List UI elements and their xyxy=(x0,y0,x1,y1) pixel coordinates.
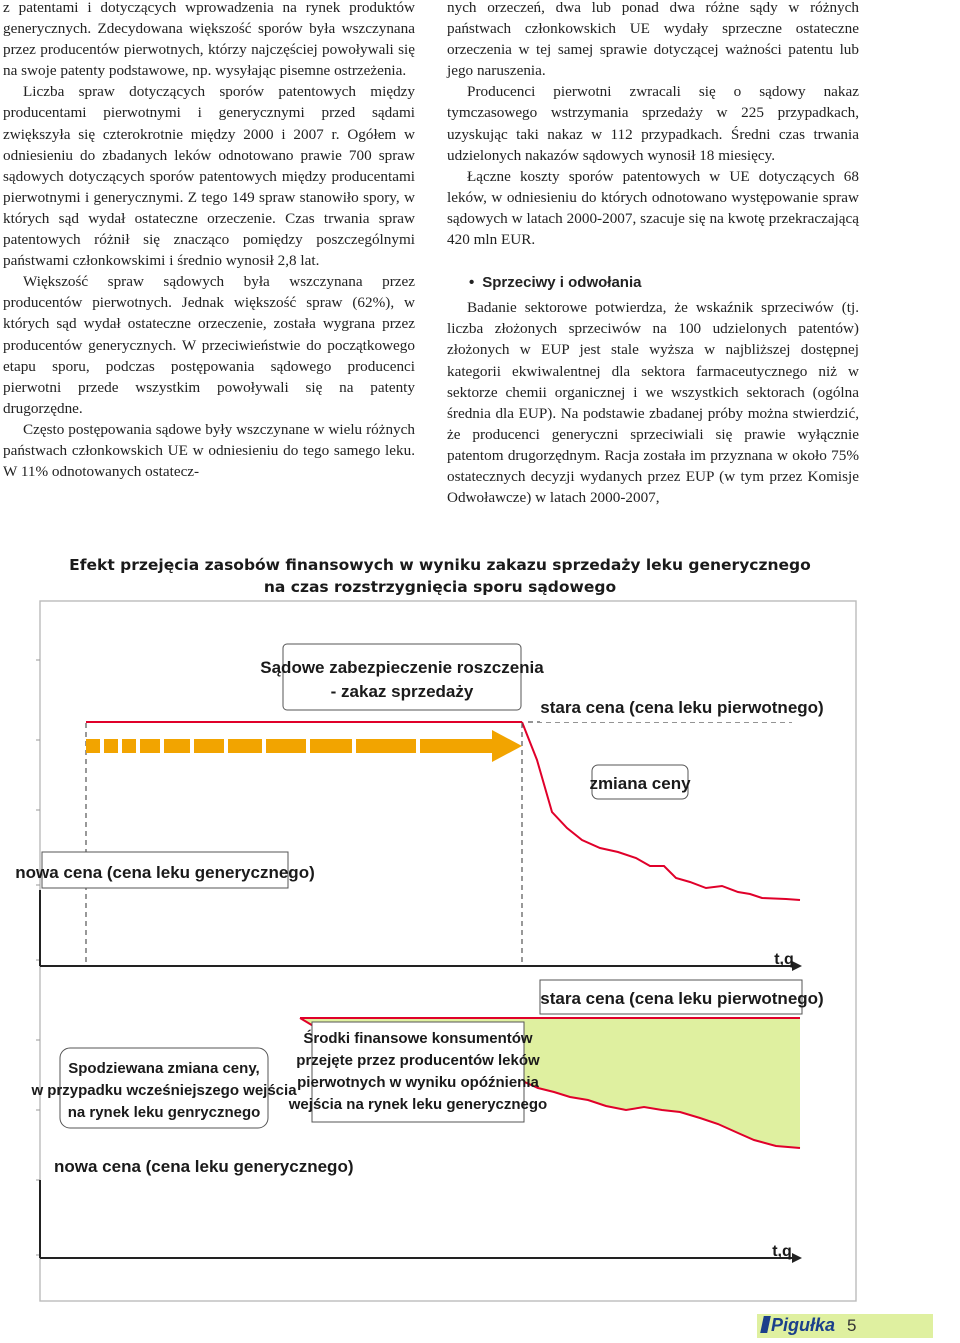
paragraph: Większość spraw sądowych była wszczynana przez producentów pierwotnych. Jednak większość spraw (62%), w których sąd wydał ostateczne orzeczenie, została wygrana przez producentów generycznych. W przeciwieństwie do początkowego etapu sporu, podczas postępowania sądowego producenci pierwotni przede wszystkim powoływali się na patenty drugorzędne. xyxy=(3,273,415,417)
paragraph: Liczba spraw dotyczących sporów patentowych między producentami pierwotnymi i generycznymi przed sądami zwiększyła się czterokrotnie między 2000 i 2007 r. Ogółem w odniesieniu do zbadanych leków odnotowano prawie 700 spraw sądowych dotyczących sporów patentowych między producentami pierwotnymi i generycznymi. Z tego 149 spraw stanowiło spory, w których sąd wydał ostateczne orzeczenie. Czas trwania spraw patentowych różnił się znacząco pomiędzy poszczególnymi państwami członkowskimi i średnio wynosił 2,8 lat. xyxy=(3,83,415,270)
bottom-x-axis-arrow xyxy=(792,1253,802,1263)
page-number: 5 xyxy=(847,1316,857,1335)
expected-label-line2: w przypadku wcześniejszego wejścia xyxy=(31,1082,297,1099)
section-heading: • Sprzeciwy i odwołania xyxy=(469,272,859,293)
paragraph: Często postępowania sądowe były wszczynane w wielu różnych państwach członkowskich UE w odniesieniu do tego samego leku. W 11% odnotowanych ostatecz- xyxy=(3,420,415,481)
expected-label-line3: na rynek leku genrycznego xyxy=(67,1104,261,1121)
injunction-label-line1: Sądowe zabezpieczenie roszczenia xyxy=(260,658,544,677)
paragraph: Producenci pierwotni zwracali się o sądowy nakaz tymczasowego wstrzymania sprzedaży w 225 przypadkach, uzyskując taki nakaz w 112 przypadkach. Średni czas trwania udzielonych nakazów sądowych wynosił 18 miesięcy. xyxy=(447,83,859,164)
bottom-old-price-label: stara cena (cena leku pierwotnego) xyxy=(540,989,824,1008)
logo-mark-icon xyxy=(760,1316,771,1333)
price-change-label: zmiana ceny xyxy=(589,774,691,793)
figure-title-line2: na czas rozstrzygnięcia sporu sądowego xyxy=(263,578,617,596)
top-old-price-label: stara cena (cena leku pierwotnego) xyxy=(540,698,824,717)
funds-label-line2: przejęte przez producentów leków xyxy=(296,1052,540,1069)
funds-label-line3: pierwotnych w wyniku opóźnienia xyxy=(297,1074,539,1091)
bottom-axis-label: t,q xyxy=(772,1243,792,1260)
figure-title-line1: Efekt przejęcia zasobów finansowych w wyniku zakazu sprzedaży leku generycznego xyxy=(69,556,811,574)
injunction-label-line2: - zakaz sprzedaży xyxy=(330,682,474,701)
paragraph: Łączne koszty sporów patentowych w UE dotyczących 68 leków, w odniesieniu do których odnotowano występowanie spraw sądowych w latach 2000-2007, szacuje się na kwotę przekraczającą 420 mln EUR. xyxy=(447,167,859,249)
logo-text: Pigułka xyxy=(771,1315,836,1335)
funds-label-line1: Środki finansowe konsumentów xyxy=(303,1030,533,1047)
bottom-new-price-label: nowa cena (cena leku generycznego) xyxy=(54,1157,354,1176)
top-price-decline xyxy=(522,722,800,900)
paragraph: Badanie sektorowe potwierdza, że wskaźnik sprzeciwów (tj. liczba złożonych sprzeciwów na 100 udzielonych patentów) złożonych w EUP jest stale wyższa w najbliższej dostępnej kategorii ekwiwalentnej dla sektora farmaceutycznego niż w sektorze chemii organicznej i we wszystkich sektorach (ogólna średnia dla EUP). Na podstawie zbadanej próby można stwierdzić, że producenci generyczni sprzeciwiali się prawie wyłącznie patentom drugorzędnym. Racja została im przyznana w około 75% ostatecznych decyzji wydanych przez EUP (w tym przez Komisje Odwoławcze) w latach 2000-2007, xyxy=(447,299,859,507)
injunction-arrow xyxy=(86,730,522,762)
top-axis-label: t,q xyxy=(774,951,794,968)
funds-label-line4: wejścia na rynek leku generycznego xyxy=(288,1096,548,1113)
paragraph: nych orzeczeń, dwa lub ponad dwa różne sądy w różnych państwach członkowskich UE wydały sprzeczne ostateczne orzeczenia w tej samej sprawie dotyczącej ważności patentu lub jego naruszenia. xyxy=(447,0,859,80)
expected-label-line1: Spodziewana zmiana ceny, xyxy=(68,1060,260,1077)
publication-logo xyxy=(762,1315,835,1336)
paragraph: z patentami i dotyczących wprowadzenia na rynek produktów generycznych. Zdecydowana większość sporów była wszczynana przez producentów pierwotnych, którzy najczęściej powoływali się na swoje patenty podstawowe, np. wysyłając pisemne ostrzeżenia. xyxy=(3,0,415,80)
top-new-price-label: nowa cena (cena leku generycznego) xyxy=(15,863,315,882)
